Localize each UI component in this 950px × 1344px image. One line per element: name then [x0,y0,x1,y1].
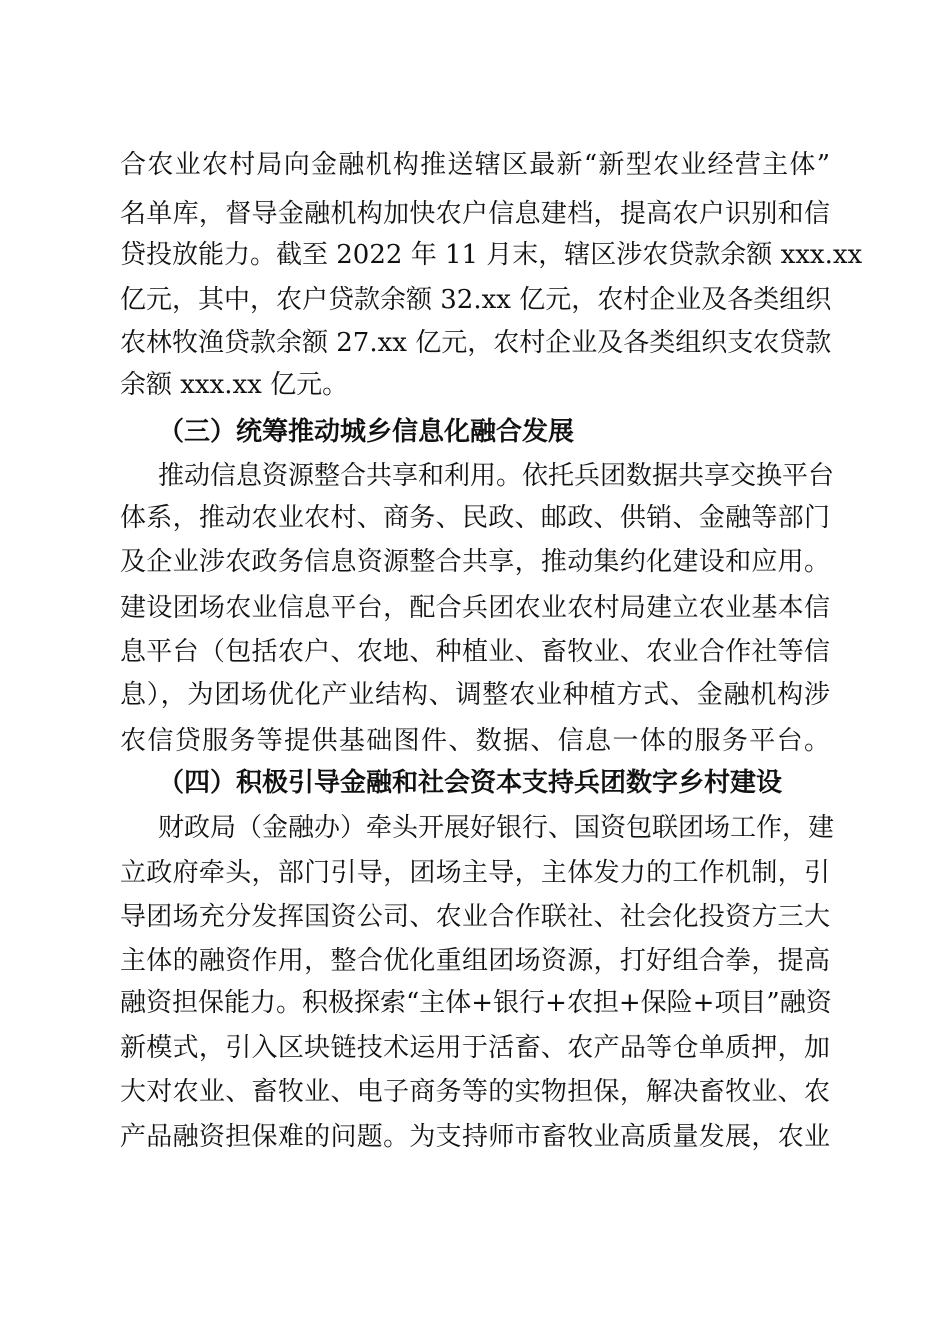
paragraph-1-line-4: 亿元，其中，农户贷款余额 32.xx 亿元，农村企业及各类组织 [120,285,832,315]
paragraph-3-line-5: 融资担保能力。积极探索“主体+银行+农担+保险+项目”融资 [120,988,832,1018]
paragraph-3-line-4: 主体的融资作用，整合优化重组团场资源，打好组合拳，提高 [120,946,830,976]
paragraph-2-line-7: 农信贷服务等提供基础图件、数据、信息一体的服务平台。 [120,726,830,756]
paragraph-1-line-3: 贷投放能力。截至 2022 年 11 月末，辖区涉农贷款余额 xxx.xx [120,240,863,270]
paragraph-2-line-4: 建设团场农业信息平台，配合兵团农业农村局建立农业基本信 [120,593,830,623]
paragraph-3-line-8: 产品融资担保难的问题。为支持师市畜牧业高质量发展，农业 [120,1122,830,1152]
paragraph-2-line-1: 推动信息资源整合共享和利用。依托兵团数据共享交换平台 [158,461,835,491]
paragraph-1-line-2: 名单库，督导金融机构加快农户信息建档，提高农户识别和信 [120,199,830,229]
paragraph-1-line-1: 合农业农村局向金融机构推送辖区最新“新型农业经营主体” [120,150,830,180]
paragraph-3-line-1: 财政局（金融办）牵头开展好银行、国资包联团场工作，建 [158,813,835,843]
paragraph-3-line-7: 大对农业、畜牧业、电子商务等的实物担保，解决畜牧业、农 [120,1077,830,1107]
section-heading-4: （四）积极引导金融和社会资本支持兵团数字乡村建设 [158,768,783,798]
paragraph-3-line-2: 立政府牵头，部门引导，团场主导，主体发力的工作机制，引 [120,858,830,888]
paragraph-2-line-5: 息平台（包括农户、农地、种植业、畜牧业、农业合作社等信 [120,637,830,667]
paragraph-2-line-6: 息），为团场优化产业结构、调整农业种植方式、金融机构涉 [120,680,830,710]
paragraph-3-line-6: 新模式，引入区块链技术运用于活畜、农产品等仓单质押，加 [120,1033,830,1063]
paragraph-2-line-2: 体系，推动农业农村、商务、民政、邮政、供销、金融等部门 [120,503,830,533]
section-heading-3: （三）统筹推动城乡信息化融合发展 [158,417,575,447]
paragraph-1-line-6: 余额 xxx.xx 亿元。 [120,370,349,400]
paragraph-1-line-5: 农林牧渔贷款余额 27.xx 亿元，农村企业及各类组织支农贷款 [120,328,832,358]
paragraph-3-line-3: 导团场充分发挥国资公司、农业合作联社、社会化投资方三大 [120,902,830,932]
paragraph-2-line-3: 及企业涉农政务信息资源整合共享，推动集约化建设和应用。 [120,547,830,577]
